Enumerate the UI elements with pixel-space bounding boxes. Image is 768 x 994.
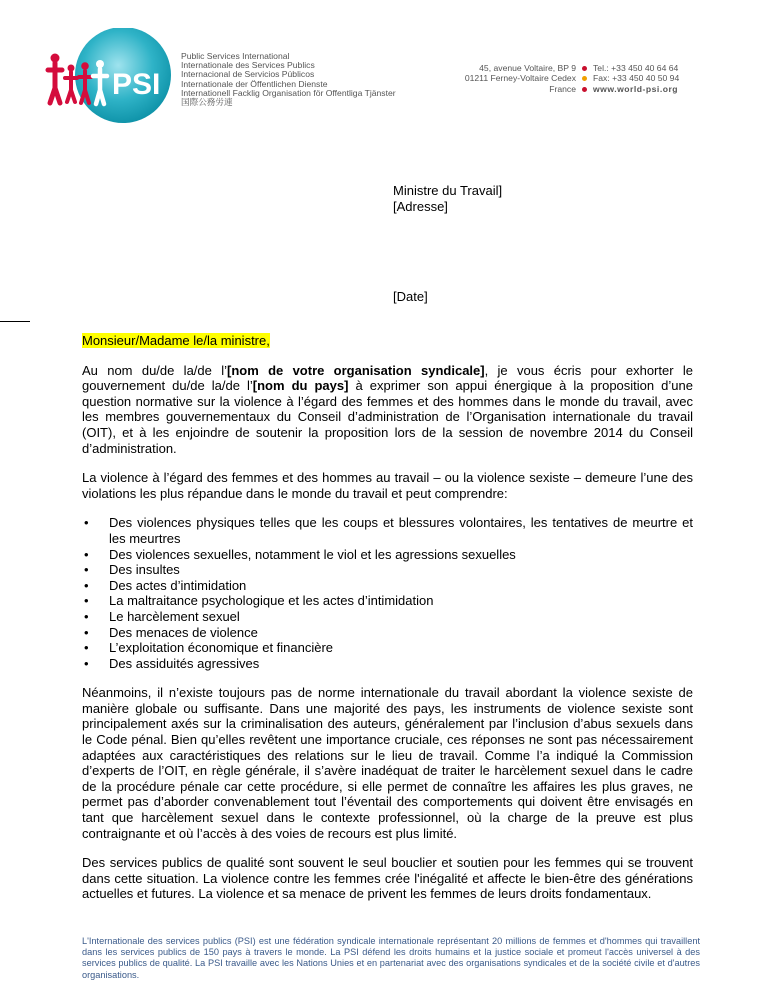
letter-body	[82, 333, 693, 916]
address-line: 01211 Ferney-Voltaire Cedex	[464, 73, 576, 84]
text-run: , je vous écris pour exhorter le gouvernement du/de la/de l’	[82, 362, 693, 394]
paragraph: La violence à l’égard des femmes et des hommes au travail – ou la violence sexiste – demeure l’une des violations les plus répandue dans le monde du travail et peut comprendre:	[82, 470, 693, 501]
recipient-address: [Adresse]	[393, 199, 448, 214]
phone-number: Tel.: +33 450 40 64 64	[593, 63, 679, 73]
svg-text:PSI: PSI	[112, 68, 161, 101]
salutation-paragraph	[82, 333, 693, 349]
contact-block	[426, 63, 688, 94]
list-item: • Des violences physiques telles que les coups et blessures volontaires, les tentatives de meurtre et les meurtres	[109, 515, 693, 546]
list-item: • Des actes d’intimidation	[109, 578, 693, 594]
recipient-line: Ministre du Travail]	[393, 183, 503, 198]
org-names-block	[181, 52, 396, 107]
org-name-sv: Internationell Facklig Organisation för Offentliga Tjänster	[181, 87, 396, 98]
website-link[interactable]: www.world-psi.org	[593, 83, 679, 94]
placeholder-org-name: [nom de votre organisation syndicale]	[226, 362, 485, 378]
list-item: • L’exploitation économique et financière	[109, 640, 693, 656]
list-item: • Des violences sexuelles, notamment le viol et les agressions sexuelles	[109, 547, 693, 563]
bullet-dot-icon	[582, 76, 587, 81]
fold-mark	[0, 321, 30, 322]
salutation: Monsieur/Madame le/la ministre,	[82, 333, 270, 348]
list-item: • Des menaces de violence	[109, 625, 693, 641]
org-name-es: Internacional de Servicios Públicos	[181, 69, 315, 80]
recipient-block	[393, 183, 502, 215]
placeholder-country-name: [nom du pays]	[252, 378, 349, 394]
list-item: • La maltraitance psychologique et les actes d’intimidation	[109, 593, 693, 609]
org-name-de: Internationale der Öffentlichen Dienste	[181, 78, 328, 89]
address-line: France	[549, 83, 576, 94]
contact-row	[426, 84, 688, 94]
address-line: 45, avenue Voltaire, BP 9	[479, 63, 576, 73]
bullet-dot-icon	[582, 87, 587, 92]
paragraph: Des services publics de qualité sont souvent le seul bouclier et soutien pour les femmes qui se trouvent dans cette situation. La violence contre les femmes crée l'inégalité et affecte le bien-être des générations actuelles et futures. La violence et sa menace de privent les femmes de leurs droits fondamentaux.	[82, 855, 693, 902]
fax-number: Fax: +33 450 40 50 94	[593, 73, 680, 84]
letter-date: [Date]	[393, 289, 428, 304]
org-name-fr: Internationale des Services Publics	[181, 60, 315, 71]
contact-row	[426, 73, 688, 83]
psi-logo	[38, 28, 178, 133]
text-run: Au nom du/de la/de l’	[82, 362, 227, 378]
footer-note: L'Internationale des services publics (PSI) est une fédération syndicale internationale représentant 20 millions de femmes et d'hommes qui travaillent dans les services publics de 150 pays à travers le monde. La PSI défend les droits humains et la justice sociale et promeut l'accès universel à des services publics de qualité. La PSI travaille avec les Nations Unies et en partenariat avec des organisations syndicales et de la société civile et d'autres organisations.	[82, 936, 700, 980]
paragraph: Néanmoins, il n’existe toujours pas de norme internationale du travail abordant la violence sexiste de manière globale ou suffisante. Dans une majorité des pays, les instruments de violence sexiste sont principalement axés sur la criminalisation des auteurs, généralement par l’inclusion d’abus sexuels dans le Code pénal. Bien qu’elles revêtent une importance cruciale, ces réponses ne sont pas nécessairement adaptées aux caractéristiques des relations sur le lieu de travail. Comme l’a indiqué la Commission d’experts de l’OIT, en règle générale, il s’avère inadéquat de traiter le harcèlement sexuel dans le cadre de la procédure pénale car cette procédure, si elle permet de connaître les affaires les plus graves, ne permet pas d’aborder convenablement tout l’éventail des comportements qui doivent être envisagés en tant que harcèlement sexuel dans le contexte professionnel, où la charge de la preuve est plus contraignante et où l’accès à des voies de recours est plus limité.	[82, 685, 693, 841]
text-run: à exprimer son appui énergique à la proposition d’une question normative sur la violence à l’égard des femmes et des hommes dans le monde du travail, avec les membres gouvernementaux du Conseil d’administration de l’Organisation internationale du travail (OIT), et à les enjoindre de soutenir la proposition lors de la session de novembre 2014 du Conseil d’administration.	[82, 378, 693, 456]
org-name-en: Public Services International	[181, 51, 290, 61]
bullet-dot-icon	[582, 66, 587, 71]
list-item: • Des assiduités agressives	[109, 656, 693, 672]
list-item: • Des insultes	[109, 562, 693, 578]
list-item: • Le harcèlement sexuel	[109, 609, 693, 625]
contact-row	[426, 63, 688, 73]
paragraph	[82, 363, 693, 457]
violence-types-list	[82, 515, 693, 671]
org-name-ja: 国際公務労連	[181, 97, 233, 108]
